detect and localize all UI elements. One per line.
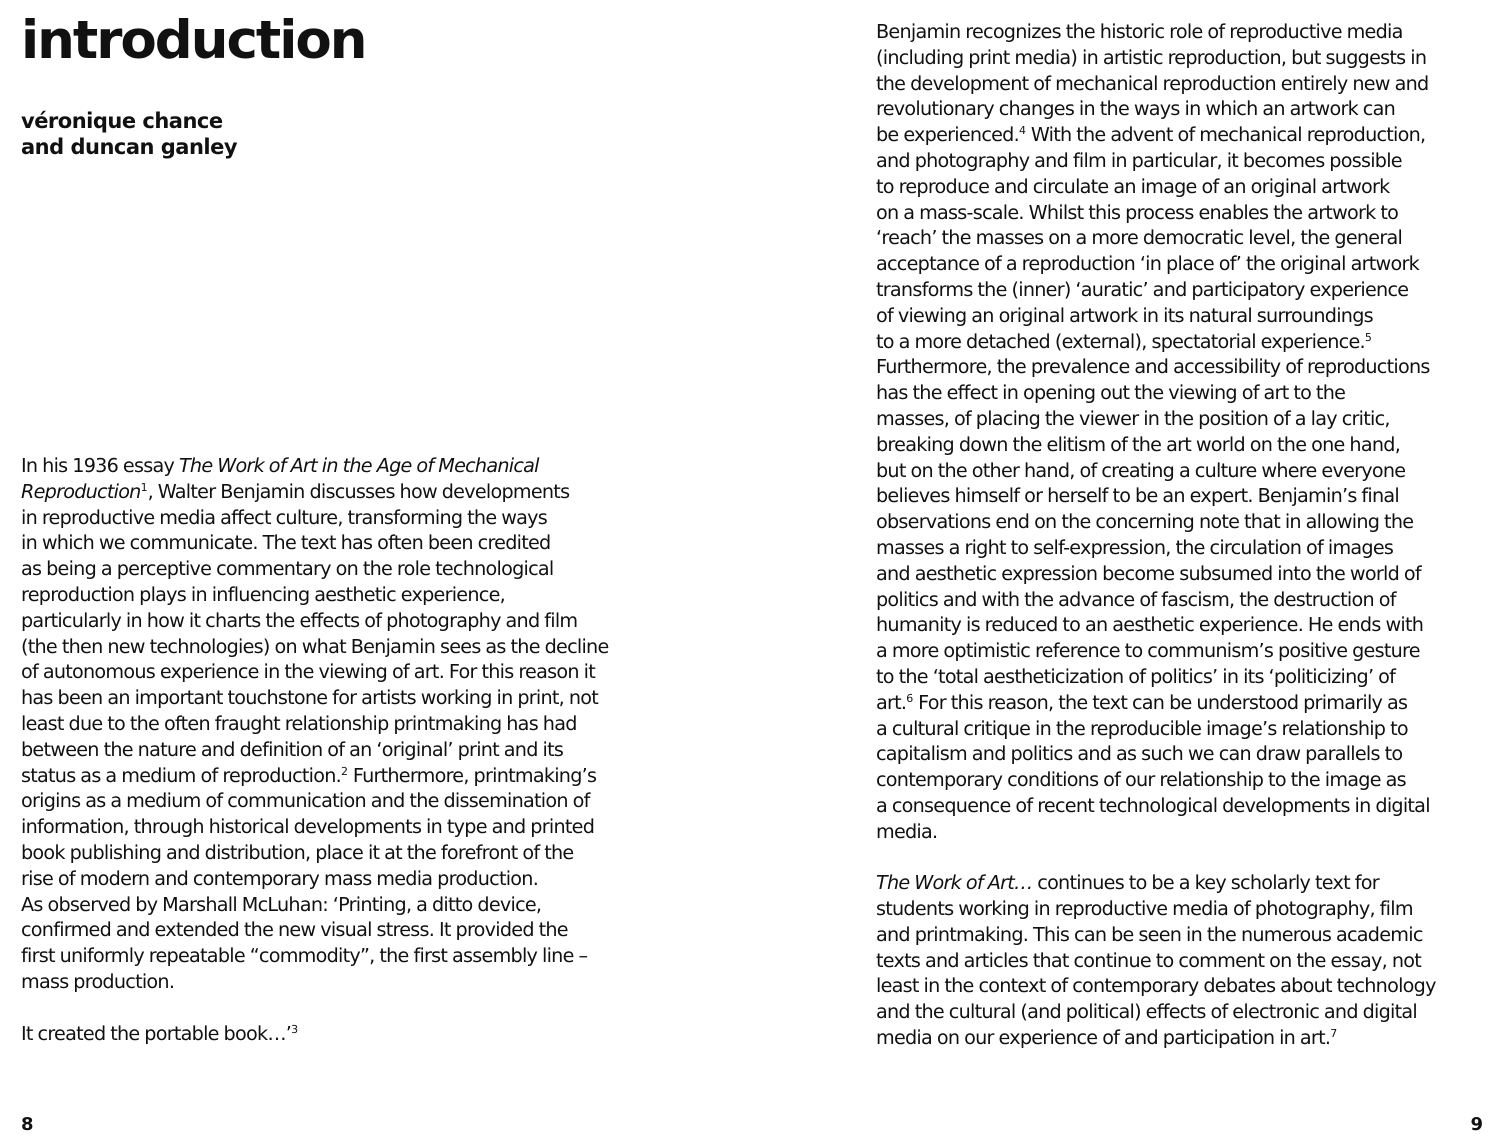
paragraph	[876, 19, 1491, 845]
text-line	[876, 793, 1491, 819]
text-span: a more optimistic reference to communism’s positive gesture	[876, 639, 1420, 663]
text-span: mass production.	[21, 969, 175, 993]
text-span: and aesthetic expression become subsumed into the world of	[876, 561, 1421, 585]
text-line	[876, 1025, 1491, 1051]
footnote-ref: 5	[1364, 330, 1372, 344]
text-span: to the ‘total aestheticization of politics’ in its ‘politicizing’ of	[876, 664, 1396, 688]
text-line	[21, 608, 721, 634]
paragraph	[876, 870, 1491, 1051]
text-span: , Walter Benjamin discusses how developments	[147, 479, 570, 503]
text-line	[876, 458, 1491, 484]
right-page	[750, 0, 1500, 1140]
italic-title: Reproduction	[21, 479, 141, 503]
text-span: continues to be a key scholarly text for	[1032, 871, 1379, 895]
text-line	[876, 200, 1491, 226]
footnote-ref: 1	[140, 480, 148, 494]
text-span: ‘reach’ the masses on a more democratic level, the general	[876, 226, 1403, 250]
text-span: be experienced.	[876, 123, 1019, 147]
text-span: media on our experience of and participation in art.	[876, 1026, 1331, 1050]
text-span: a cultural critique in the reproducible image’s relationship to	[876, 716, 1408, 740]
text-line	[21, 737, 721, 763]
page-number: 9	[1470, 1114, 1483, 1135]
text-line	[876, 19, 1491, 45]
footnote-ref: 2	[340, 764, 348, 778]
text-line	[21, 582, 721, 608]
text-line	[876, 535, 1491, 561]
text-line	[876, 251, 1491, 277]
text-line	[876, 664, 1491, 690]
text-line	[876, 406, 1491, 432]
text-span: information, through historical developments in type and printed	[21, 815, 595, 839]
text-span: reproduction plays in influencing aesthetic experience,	[21, 582, 505, 606]
text-span: least due to the often fraught relationship printmaking has had	[21, 711, 577, 735]
text-span: and photography and film in particular, it becomes possible	[876, 148, 1402, 172]
text-line	[876, 767, 1491, 793]
text-span: of viewing an original artwork in its natural surroundings	[876, 303, 1373, 327]
text-span: With the advent of mechanical reproduction,	[1025, 123, 1426, 147]
text-line	[21, 685, 721, 711]
text-span: first uniformly repeatable “commodity”, the first assembly line –	[21, 944, 588, 968]
chapter-title: introduction	[21, 10, 366, 71]
text-span: and the cultural (and political) effects of electronic and digital	[876, 1000, 1417, 1024]
text-line	[21, 814, 721, 840]
text-line	[876, 71, 1491, 97]
text-line	[876, 354, 1491, 380]
text-line	[876, 587, 1491, 613]
paragraph	[21, 1021, 721, 1047]
text-line	[21, 763, 721, 789]
text-span: It created the portable book…’	[21, 1021, 292, 1045]
text-span: capitalism and politics and as such we can draw parallels to	[876, 742, 1403, 766]
text-span: media.	[876, 819, 938, 843]
text-span: texts and articles that continue to comment on the essay, not	[876, 948, 1422, 972]
text-line	[21, 943, 721, 969]
text-span: observations end on the concerning note that in allowing the	[876, 510, 1414, 534]
text-span: as being a perceptive commentary on the role technological	[21, 557, 554, 581]
text-line	[876, 561, 1491, 587]
paragraph-gap	[21, 995, 721, 1021]
text-span: has the effect in opening out the viewing of art to the	[876, 381, 1346, 405]
text-span: believes himself or herself to be an expert. Benjamin’s final	[876, 484, 1400, 508]
text-span: to a more detached (external), spectatorial experience.	[876, 329, 1365, 353]
text-line	[21, 788, 721, 814]
text-line	[876, 612, 1491, 638]
text-span: masses a right to self-expression, the circulation of images	[876, 535, 1394, 559]
text-line	[21, 866, 721, 892]
text-span: revolutionary changes in the ways in which an artwork can	[876, 97, 1396, 121]
paragraph-gap	[876, 845, 1491, 871]
text-span: For this reason, the text can be understood primarily as	[913, 690, 1408, 714]
text-span: a consequence of recent technological developments in digital	[876, 793, 1430, 817]
text-line	[21, 556, 721, 582]
text-span: and printmaking. This can be seen in the numerous academic	[876, 922, 1423, 946]
footnote-ref: 4	[1018, 124, 1026, 138]
author-line: and duncan ganley	[21, 135, 238, 159]
text-line	[21, 969, 721, 995]
text-span: politics and with the advance of fascism, the destruction of	[876, 587, 1396, 611]
text-span: between the nature and definition of an ‘original’ print and its	[21, 737, 564, 761]
text-span: contemporary conditions of our relationship to the image as	[876, 768, 1406, 792]
text-line	[876, 741, 1491, 767]
text-line	[876, 45, 1491, 71]
text-span: but on the other hand, of creating a culture where everyone	[876, 458, 1406, 482]
text-span: rise of modern and contemporary mass media production.	[21, 866, 539, 890]
text-span: of autonomous experience in the viewing of art. For this reason it	[21, 660, 595, 684]
text-span: breaking down the elitism of the art world on the one hand,	[876, 432, 1401, 456]
text-line	[21, 505, 721, 531]
text-span: Furthermore, printmaking’s	[347, 763, 597, 787]
right-body-text	[876, 19, 1491, 1051]
text-line	[876, 716, 1491, 742]
text-span: in reproductive media affect culture, transforming the ways	[21, 505, 548, 529]
text-span: status as a medium of reproduction.	[21, 763, 341, 787]
text-line	[876, 819, 1491, 845]
text-line	[876, 870, 1491, 896]
text-line	[876, 303, 1491, 329]
text-span: Furthermore, the prevalence and accessibility of reproductions	[876, 355, 1430, 379]
text-line	[21, 711, 721, 737]
text-span: in which we communicate. The text has often been credited	[21, 531, 551, 555]
text-line	[876, 948, 1491, 974]
footnote-ref: 7	[1330, 1027, 1338, 1041]
text-span: masses, of placing the viewer in the position of a lay critic,	[876, 406, 1390, 430]
text-line	[876, 483, 1491, 509]
text-span: the development of mechanical reproduction entirely new and	[876, 71, 1429, 95]
text-line	[876, 174, 1491, 200]
text-span: As observed by Marshall McLuhan: ‘Printing, a ditto device,	[21, 892, 542, 916]
text-span: (including print media) in artistic reproduction, but suggests in	[876, 45, 1427, 69]
text-line	[876, 277, 1491, 303]
text-line	[21, 892, 721, 918]
footnote-ref: 3	[291, 1022, 299, 1036]
author-line: véronique chance	[21, 109, 223, 133]
paragraph	[21, 453, 721, 995]
text-line	[21, 479, 721, 505]
italic-title: The Work of Art in the Age of Mechanical	[178, 454, 539, 477]
text-line	[21, 840, 721, 866]
text-line	[876, 690, 1491, 716]
text-line	[876, 999, 1491, 1025]
text-span: (the then new technologies) on what Benjamin sees as the decline	[21, 634, 609, 658]
text-span: In his 1936 essay	[21, 454, 179, 477]
text-line	[876, 96, 1491, 122]
text-span: origins as a medium of communication and the dissemination of	[21, 789, 590, 813]
text-span: confirmed and extended the new visual stress. It provided the	[21, 918, 568, 942]
text-span: to reproduce and circulate an image of an original artwork	[876, 174, 1390, 198]
text-line	[876, 922, 1491, 948]
text-span: Benjamin recognizes the historic role of reproductive media	[876, 20, 1403, 43]
text-line	[876, 329, 1491, 355]
text-line	[876, 638, 1491, 664]
text-line	[876, 432, 1491, 458]
text-line	[21, 659, 721, 685]
text-span: has been an important touchstone for artists working in print, not	[21, 686, 599, 710]
text-span: humanity is reduced to an aesthetic experience. He ends with	[876, 613, 1424, 637]
text-span: least in the context of contemporary debates about technology	[876, 974, 1436, 998]
text-span: students working in reproductive media of photography, film	[876, 897, 1413, 921]
text-span: transforms the (inner) ‘auratic’ and participatory experience	[876, 277, 1409, 301]
italic-title: The Work of Art…	[876, 871, 1033, 895]
text-line	[21, 634, 721, 660]
text-line	[876, 509, 1491, 535]
text-line	[876, 122, 1491, 148]
left-body-text	[21, 453, 721, 1046]
text-line	[21, 453, 721, 479]
text-span: acceptance of a reproduction ‘in place of’ the original artwork	[876, 252, 1419, 276]
text-line	[876, 380, 1491, 406]
text-span: book publishing and distribution, place it at the forefront of the	[21, 840, 574, 864]
text-line	[21, 1021, 721, 1047]
page-number: 8	[21, 1114, 34, 1135]
text-line	[876, 148, 1491, 174]
text-span: art.	[876, 690, 907, 714]
text-line	[21, 917, 721, 943]
text-span: particularly in how it charts the effects of photography and film	[21, 608, 578, 632]
text-line	[876, 973, 1491, 999]
text-line	[876, 896, 1491, 922]
footnote-ref: 6	[906, 691, 914, 705]
text-line	[876, 225, 1491, 251]
author-names	[21, 108, 237, 160]
text-span: on a mass-scale. Whilst this process enables the artwork to	[876, 200, 1399, 224]
text-line	[21, 530, 721, 556]
